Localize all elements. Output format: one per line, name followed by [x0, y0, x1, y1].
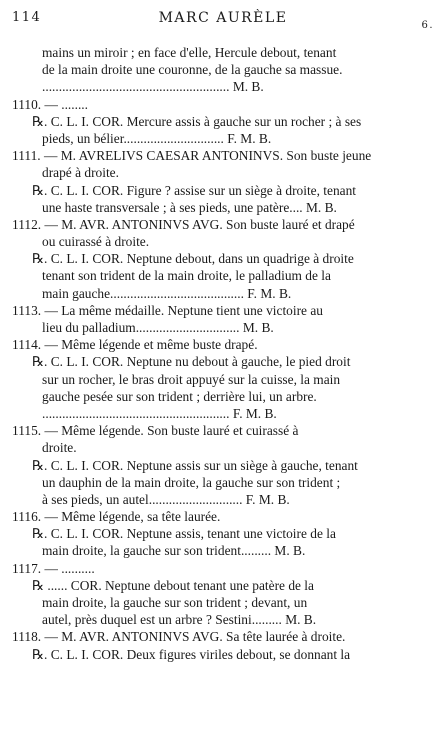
text-line: 1110. — ........ — [12, 96, 89, 112]
text-line: ........................................................ F. M. B. — [42, 405, 277, 421]
text-line: ℞. C. L. I. COR. Neptune assis sur un siège à gauche, tenant — [32, 457, 358, 473]
running-title: MARC AURÈLE — [158, 10, 288, 26]
text-line: ou cuirassé à droite. — [42, 234, 150, 250]
text-line: droite. — [42, 440, 77, 456]
text-line: sur un rocher, le bras droit appuyé sur la cuisse, la main — [42, 371, 341, 387]
text-line: gauche pesée sur son trident ; derrière lui, un arbre. — [42, 388, 317, 404]
text-line: 1115. — Même légende. Son buste lauré et cuirassé à — [12, 423, 299, 439]
text-line: 1112. — M. AVR. ANTONINVS AVG. Son buste lauré et drapé — [12, 216, 355, 232]
text-line: ℞. C. L. I. COR. Neptune assis, tenant une victoire de la — [32, 526, 336, 542]
text-line: 1113. — La même médaille. Neptune tient une victoire au — [12, 302, 323, 318]
text-line: tenant son trident de la main droite, le palladium de la — [42, 268, 331, 284]
text-line: 1111. — M. AVRELIVS CAESAR ANTONINVS. Son buste jeune — [12, 148, 372, 164]
text-line: autel, près duquel est un arbre ? Sestini......... M. B. — [42, 612, 317, 628]
page-number: 114 — [12, 10, 42, 25]
text-line: 1118. — M. AVR. ANTONINVS AVG. Sa tête laurée à droite. — [12, 629, 346, 645]
text-line: un dauphin de la main droite, la gauche sur son trident ; — [42, 474, 341, 490]
text-line: à ses pieds, un autel............................ F. M. B. — [42, 491, 290, 507]
text-line: main droite, la gauche sur son trident......... M. B. — [42, 543, 306, 559]
page-header — [12, 6, 434, 31]
text-line: pieds, un bélier.............................. F. M. B. — [42, 130, 272, 146]
text-line: de la main droite une couronne, de la gauche sa massue. — [42, 62, 343, 78]
text-line: ℞. C. L. I. COR. Mercure assis à gauche sur un rocher ; à ses — [32, 113, 362, 129]
text-line: 1116. — Même légende, sa tête laurée. — [12, 509, 221, 525]
text-line: 1114. — Même légende et même buste drapé. — [12, 337, 258, 353]
text-line: ........................................................ M. B. — [42, 79, 264, 95]
text-line: main gauche........................................ F. M. B. — [42, 285, 292, 301]
text-line: drapé à droite. — [42, 165, 119, 181]
text-line: ℞. C. L. I. COR. Neptune debout, dans un quadrige à droite — [32, 251, 354, 267]
text-line: main droite, la gauche sur son trident ; devant, un — [42, 595, 308, 610]
text-line: mains un miroir ; en face d'elle, Hercule debout, tenant — [42, 45, 337, 60]
text-line: ℞. C. L. I. COR. Neptune nu debout à gauche, le pied droit — [32, 354, 351, 370]
text-line: lieu du palladium............................... M. B. — [42, 320, 274, 335]
text-line: ℞. C. L. I. COR. Figure ? assise sur un siège à droite, tenant — [32, 182, 357, 198]
catalog-text — [12, 44, 412, 663]
text-line: ℞ ...... COR. Neptune debout tenant une patère de la — [32, 577, 314, 593]
text-line: 1117. — .......... — [12, 560, 95, 576]
text-line: ℞. C. L. I. COR. Deux figures viriles debout, se donnant la — [32, 646, 351, 662]
text-line: une haste transversale ; à ses pieds, une patère.... M. B. — [42, 199, 337, 215]
margin-mark: 6. — [421, 20, 434, 31]
